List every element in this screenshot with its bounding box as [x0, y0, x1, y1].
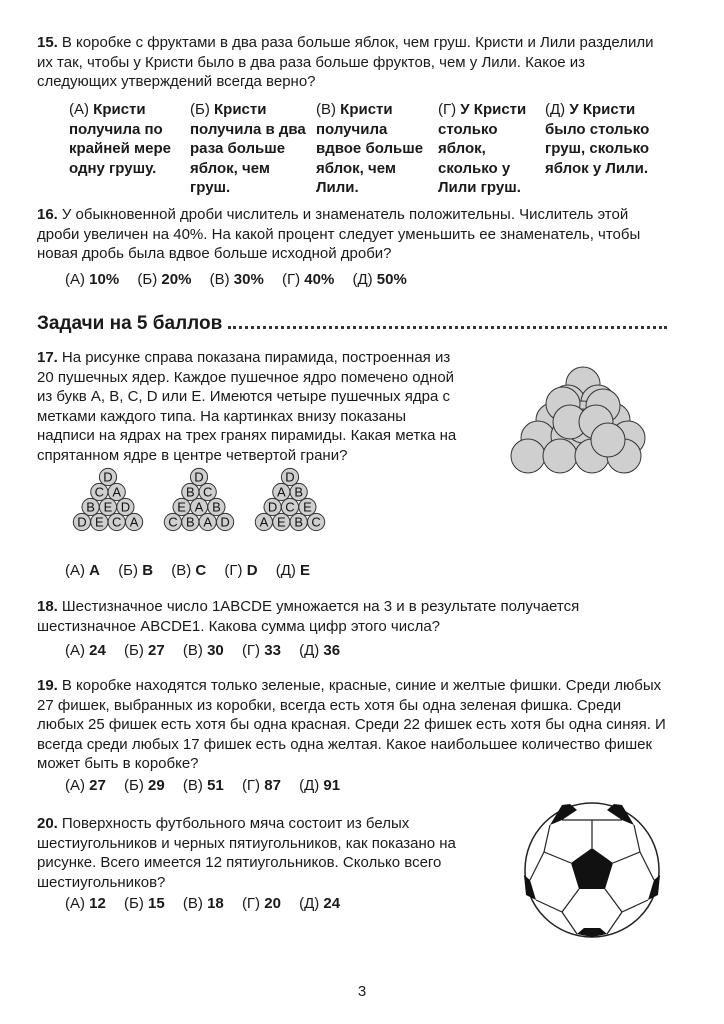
cannonball-label: B	[212, 499, 221, 515]
cannonball-label: C	[168, 514, 178, 530]
answer-option: (Д) 50%	[352, 271, 407, 288]
answer-option: (Г) 20	[241, 895, 281, 912]
cannonball-label: B	[294, 484, 304, 500]
answer-option: (Б) 29	[124, 777, 165, 794]
answer-option: (Б) B	[118, 562, 154, 579]
answer-option: (Г) 87	[241, 777, 281, 794]
answer-option: (В) 51	[182, 777, 224, 794]
cannonball-label: D	[194, 469, 204, 485]
question-number: 20.	[37, 815, 58, 832]
question-text: У обыкновенной дроби числитель и знаменатель положительны. Числитель этой дроби увеличен на 40%. На какой процент следует уменьшить ее знаменатель, чтобы новая дробь была вдвое больше исходной дроби?	[37, 206, 641, 262]
question-20	[37, 814, 487, 892]
cannonball-label: B	[294, 514, 304, 530]
answer-option: (Г) D	[224, 562, 258, 579]
page-number: 3	[357, 983, 367, 1000]
cannonball-label: E	[103, 499, 113, 515]
cannonball-label: D	[285, 469, 295, 485]
answer-option: (В) 30	[182, 642, 224, 659]
cannonball	[543, 439, 577, 473]
q19-answers	[65, 777, 354, 794]
answer-option: (Г) 40%	[281, 271, 335, 288]
cannonball-label: D	[267, 499, 278, 515]
soccer-ball-image	[522, 800, 662, 940]
pyramid-faces-diagram	[64, 467, 354, 549]
q18-answers	[65, 642, 354, 659]
q15-option-d: (Г) У Кристи столько яблок, сколько у Лили груш.	[438, 101, 527, 196]
cannonball-label: A	[259, 514, 269, 530]
section-header	[37, 312, 667, 336]
answer-option: (Д) E	[275, 562, 311, 579]
section-title: Задачи на 5 баллов	[37, 313, 223, 334]
q15-option-b: (Б) Кристи получила в два раза больше яблок, чем груш.	[190, 101, 306, 196]
question-text: В коробке с фруктами в два раза больше яблок, чем груш. Кристи и Лили разделили их так, чтобы у Кристи было в два раза больше фруктов, чем у Лили. Какое из следующих утверждений всегда верно?	[37, 34, 654, 90]
cannonball-label: D	[120, 499, 131, 515]
cannonball-label: B	[185, 484, 195, 500]
cannonball-label: C	[112, 514, 122, 530]
cannonball	[591, 423, 625, 457]
answer-option: (А) 10%	[65, 271, 120, 288]
answer-option: (В) 18	[182, 895, 224, 912]
question-number: 18.	[37, 598, 58, 615]
answer-option: (Д) 24	[299, 895, 341, 912]
question-text: В коробке находятся только зеленые, красные, синие и желтые фишки. Среди любых 27 фишек, выбранных из коробки, всегда есть хотя бы одна зеленая фишка. Среди любых 25 фишек есть хотя бы одна красная. Среди 22 фишек есть хотя бы одна синяя. И всегда среди любых 17 фишек есть одна желтая. Какое наибольшее количество фишек может быть в коробке?	[37, 677, 666, 772]
answer-option: (Б) 20%	[137, 271, 192, 288]
question-number: 15.	[37, 34, 58, 51]
cannonball-label: B	[185, 514, 195, 530]
question-text: На рисунке справа показана пирамида, построенная из 20 пушечных ядер. Каждое пушечное ядро помечено одной из букв A, B, C, D или E. Имеются четыре пушечных ядра с метками каждого типа. На картинках внизу показаны надписи на ядрах на трех гранях пирамиды. Какая метка на спрятанном ядре в центре четвертой грани?	[37, 349, 457, 464]
cannonball-label: D	[103, 469, 113, 485]
question-15	[37, 33, 667, 92]
question-number: 16.	[37, 206, 58, 223]
cannonball-label: E	[177, 499, 186, 515]
dotted-leader	[228, 326, 667, 329]
answer-option: (А) 27	[65, 777, 106, 794]
question-19	[37, 676, 667, 774]
cannonball-label: A	[203, 514, 213, 530]
q16-answers	[65, 271, 421, 288]
cannonball-label: A	[112, 484, 122, 500]
cannonball-label: E	[276, 514, 286, 530]
answer-option: (А) A	[65, 562, 101, 579]
question-text: Шестизначное число 1ABCDE умножается на 3 и в результате получается шестизначное ABCDE1. Какова сумма цифр этого числа?	[37, 598, 580, 635]
question-16	[37, 205, 667, 264]
answer-option: (В) 30%	[209, 271, 264, 288]
cannonball-label: A	[194, 499, 204, 515]
answer-option: (А) 12	[65, 895, 106, 912]
cannonball-label: C	[285, 499, 295, 515]
answer-option: (В) C	[171, 562, 207, 579]
answer-option: (Д) 36	[299, 642, 341, 659]
cannonball-label: C	[203, 484, 213, 500]
answer-option: (А) 24	[65, 642, 106, 659]
question-18	[37, 597, 667, 636]
cannonball-label: C	[311, 514, 321, 530]
cannonball-label: E	[303, 499, 312, 515]
q20-answers	[65, 895, 354, 912]
cannonball-label: D	[220, 514, 230, 530]
question-17	[37, 348, 457, 465]
cannonball-label: A	[129, 514, 139, 530]
cannonball-label: E	[94, 514, 104, 530]
question-number: 17.	[37, 349, 58, 366]
cannonball	[511, 439, 545, 473]
cannonball-pyramid-image	[508, 346, 658, 486]
answer-option: (Д) 91	[299, 777, 341, 794]
question-number: 19.	[37, 677, 58, 694]
q15-option-c: (В) Кристи получила вдвое больше яблок, чем Лили.	[316, 101, 424, 196]
answer-option: (Г) 33	[241, 642, 281, 659]
q15-option-e: (Д) У Кристи было столько груш, сколько яблок у Лили.	[545, 101, 650, 177]
q15-option-a: (А) Кристи получила по крайней мере одну грушу.	[69, 101, 171, 177]
cannonball-label: A	[276, 484, 286, 500]
answer-option: (Б) 27	[124, 642, 165, 659]
cannonball-label: B	[86, 499, 95, 515]
answer-option: (Б) 15	[124, 895, 165, 912]
question-text: Поверхность футбольного мяча состоит из белых шестиугольников и черных пятиугольников, как показано на рисунке. Всего имеется 12 пятиугольников. Сколько всего шестиугольников?	[37, 815, 456, 891]
cannonball-label: C	[94, 484, 104, 500]
cannonball-label: D	[77, 514, 87, 530]
q17-answers	[65, 562, 324, 579]
